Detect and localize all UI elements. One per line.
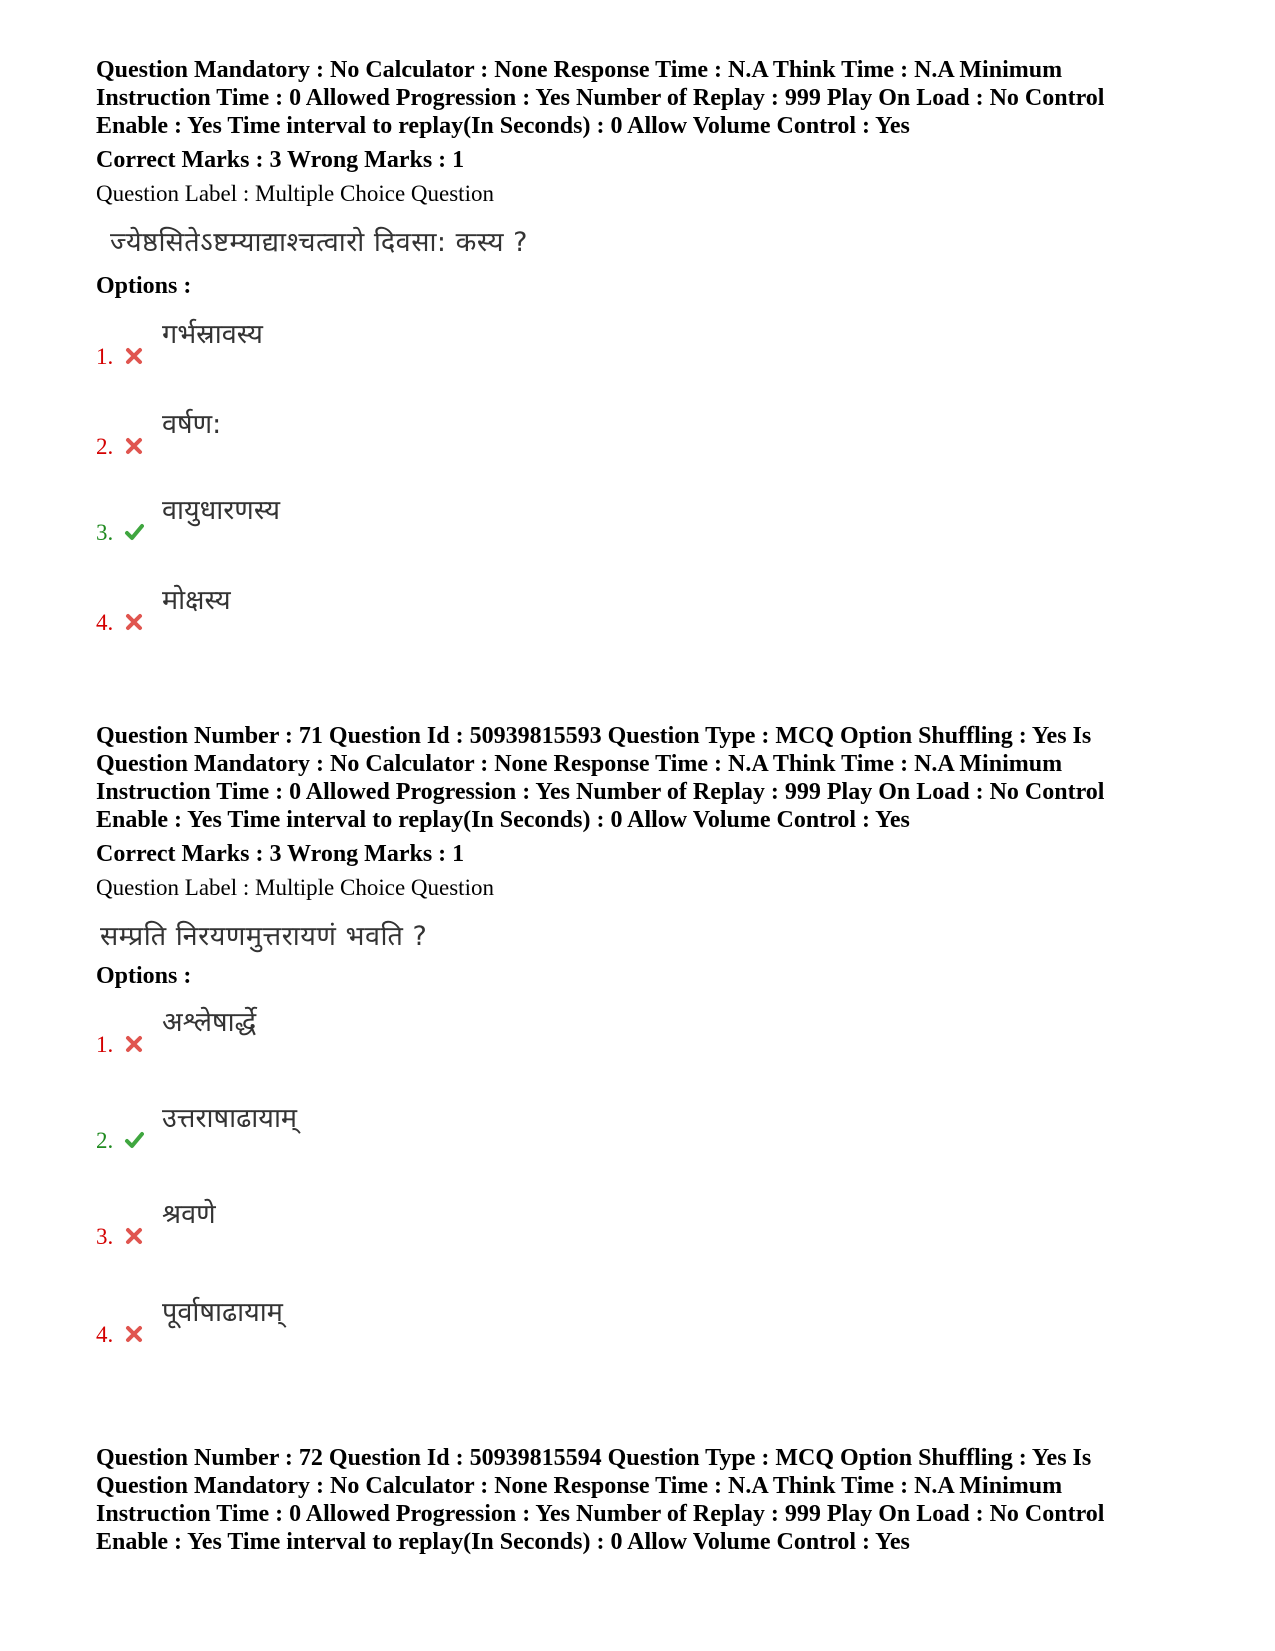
option-text: वर्षण: (162, 409, 222, 440)
question-marks: Correct Marks : 3 Wrong Marks : 1 (96, 841, 465, 867)
options-title: Options : (96, 963, 192, 989)
question-meta-line: Question Mandatory : No Calculator : None Response Time : N.A Think Time : N.A Minimum (96, 1473, 1063, 1499)
option-item (96, 1292, 496, 1352)
question-text: सम्प्रति निरयणमुत्तरायणं भवति ? (100, 921, 428, 952)
check-icon (124, 522, 144, 542)
question-label: Question Label : Multiple Choice Question (96, 181, 494, 206)
question-meta-line: Question Mandatory : No Calculator : None Response Time : N.A Think Time : N.A Minimum (96, 751, 1063, 777)
option-number: 1. (96, 344, 114, 369)
cross-icon (124, 346, 144, 366)
option-item (96, 1002, 496, 1062)
cross-icon (124, 436, 144, 456)
option-text: मोक्षस्य (162, 585, 231, 616)
question-70-header (96, 56, 1196, 208)
option-text: गर्भस्रावस्य (162, 319, 263, 350)
cross-icon (124, 1034, 144, 1054)
question-marks: Correct Marks : 3 Wrong Marks : 1 (96, 147, 465, 173)
option-item (96, 490, 496, 550)
cross-icon (124, 612, 144, 632)
question-72-header (96, 1444, 1196, 1556)
option-item (96, 1098, 496, 1158)
question-meta-line: Question Number : 71 Question Id : 50939815593 Question Type : MCQ Option Shuffling : Yes Is (96, 723, 1092, 749)
question-meta-line: Instruction Time : 0 Allowed Progression : Yes Number of Replay : 999 Play On Load : No Control (96, 1501, 1105, 1527)
question-text: ज्येष्ठसितेऽष्टम्याद्याश्चत्वारो दिवसा: कस्य ? (110, 227, 528, 258)
options-title: Options : (96, 273, 192, 299)
option-text: पूर्वाषाढायाम् (162, 1297, 283, 1328)
option-item (96, 580, 496, 640)
option-text: वायुधारणस्य (162, 495, 280, 526)
option-number: 3. (96, 1224, 114, 1249)
option-item (96, 314, 496, 374)
question-meta-line: Enable : Yes Time interval to replay(In Seconds) : 0 Allow Volume Control : Yes (96, 1529, 910, 1555)
option-text: अश्लेषार्द्धे (162, 1007, 257, 1038)
cross-icon (124, 1226, 144, 1246)
question-meta-line: Question Number : 72 Question Id : 50939815594 Question Type : MCQ Option Shuffling : Yes Is (96, 1445, 1092, 1471)
option-item (96, 1194, 496, 1254)
option-number: 1. (96, 1032, 114, 1057)
option-text: उत्तराषाढायाम् (162, 1103, 298, 1134)
question-meta-line: Enable : Yes Time interval to replay(In Seconds) : 0 Allow Volume Control : Yes (96, 113, 910, 139)
question-meta-line: Instruction Time : 0 Allowed Progression : Yes Number of Replay : 999 Play On Load : No Control (96, 779, 1105, 805)
option-item (96, 404, 496, 464)
question-meta-line: Enable : Yes Time interval to replay(In Seconds) : 0 Allow Volume Control : Yes (96, 807, 910, 833)
option-text: श्रवणे (162, 1199, 216, 1230)
question-meta-line: Instruction Time : 0 Allowed Progression : Yes Number of Replay : 999 Play On Load : No Control (96, 85, 1105, 111)
check-icon (124, 1130, 144, 1150)
option-number: 2. (96, 434, 114, 459)
question-71-header (96, 722, 1196, 902)
option-number: 3. (96, 520, 114, 545)
option-number: 4. (96, 610, 114, 635)
option-number: 2. (96, 1128, 114, 1153)
option-number: 4. (96, 1322, 114, 1347)
question-label: Question Label : Multiple Choice Question (96, 875, 494, 900)
cross-icon (124, 1324, 144, 1344)
question-meta-line: Question Mandatory : No Calculator : None Response Time : N.A Think Time : N.A Minimum (96, 57, 1063, 83)
